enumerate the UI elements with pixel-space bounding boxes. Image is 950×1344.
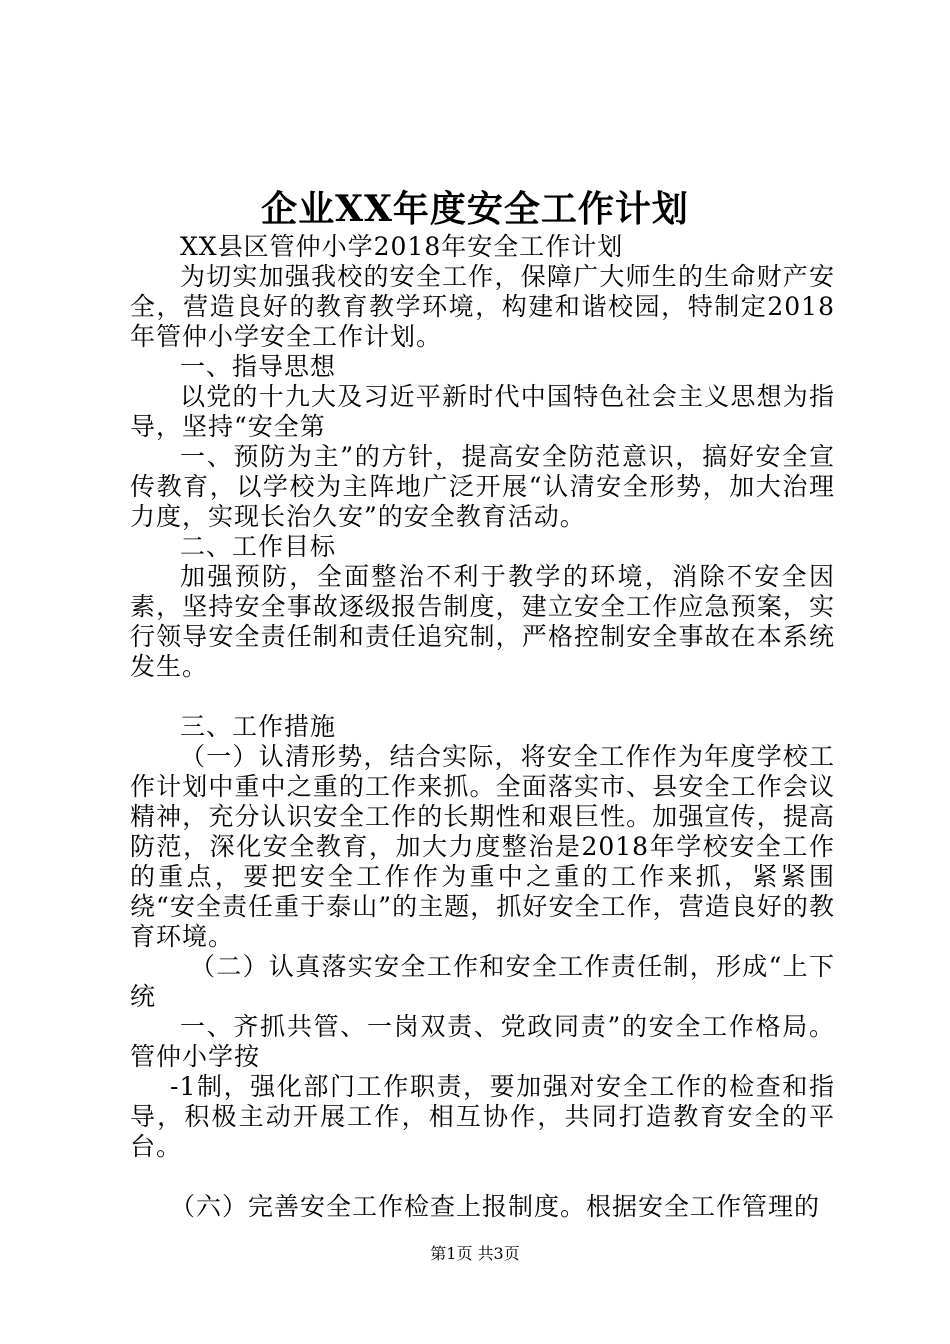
document-title: 企业XX年度安全工作计划 <box>261 188 689 230</box>
paragraph-intro: 为切实加强我校的安全工作，保障广大师生的生命财产安全，营造良好的教育教学环境，构建和谐校园，特制定2018年管仲小学安全工作计划。 <box>130 262 835 351</box>
heading-work-goals: 二、工作目标 <box>180 532 337 561</box>
heading-guiding-thought: 一、指导思想 <box>180 352 337 381</box>
heading-work-measures: 三、工作措施 <box>180 712 337 741</box>
paragraph-guiding-thought: 以党的十九大及习近平新时代中国特色社会主义思想为指导，坚持“安全第 <box>130 382 835 441</box>
document-body <box>130 232 835 1222</box>
paragraph-measure-six: （六）完善安全工作检查上报制度。根据安全工作管理的 <box>170 1192 821 1221</box>
paragraph-prevention-first: 一、预防为主”的方针，提高安全防范意识，搞好安全宣传教育，以学校为主阵地广泛开展“认清安全形势，加大治理力度，实现长治久安”的安全教育活动。 <box>130 442 835 531</box>
paragraph-measure-one: （一）认清形势，结合实际，将安全工作作为年度学校工作计划中重中之重的工作来抓。全面落实市、县安全工作会议精神，充分认识安全工作的长期性和艰巨性。加强宣传，提高防范，深化安全教育，加大力度整治是2018年学校安全工作的重点，要把安全工作作为重中之重的工作来抓，紧紧围绕“安全责任重于泰山”的主题，抓好安全工作，营造良好的教育环境。 <box>130 742 835 951</box>
page-number-footer: 第1页 共3页 <box>430 1244 520 1263</box>
paragraph-work-goals: 加强预防，全面整治不利于教学的环境，消除不安全因素，坚持安全事故逐级报告制度，建立安全工作应急预案，实行领导安全责任制和责任追究制，严格控制安全事故在本系统发生。 <box>130 562 835 681</box>
paragraph-joint-management: 一、齐抓共管、一岗双责、党政同责”的安全工作格局。管仲小学按 <box>130 1012 835 1071</box>
paragraph-department-duties: -1制，强化部门工作职责，要加强对安全工作的检查和指导，积极主动开展工作，相互协作，共同打造教育安全的平台。 <box>130 1072 835 1161</box>
paragraph-measure-two: （二）认真落实安全工作和安全工作责任制，形成“上下统 <box>130 952 835 1011</box>
paragraph-subtitle: XX县区管仲小学2018年安全工作计划 <box>180 232 624 261</box>
